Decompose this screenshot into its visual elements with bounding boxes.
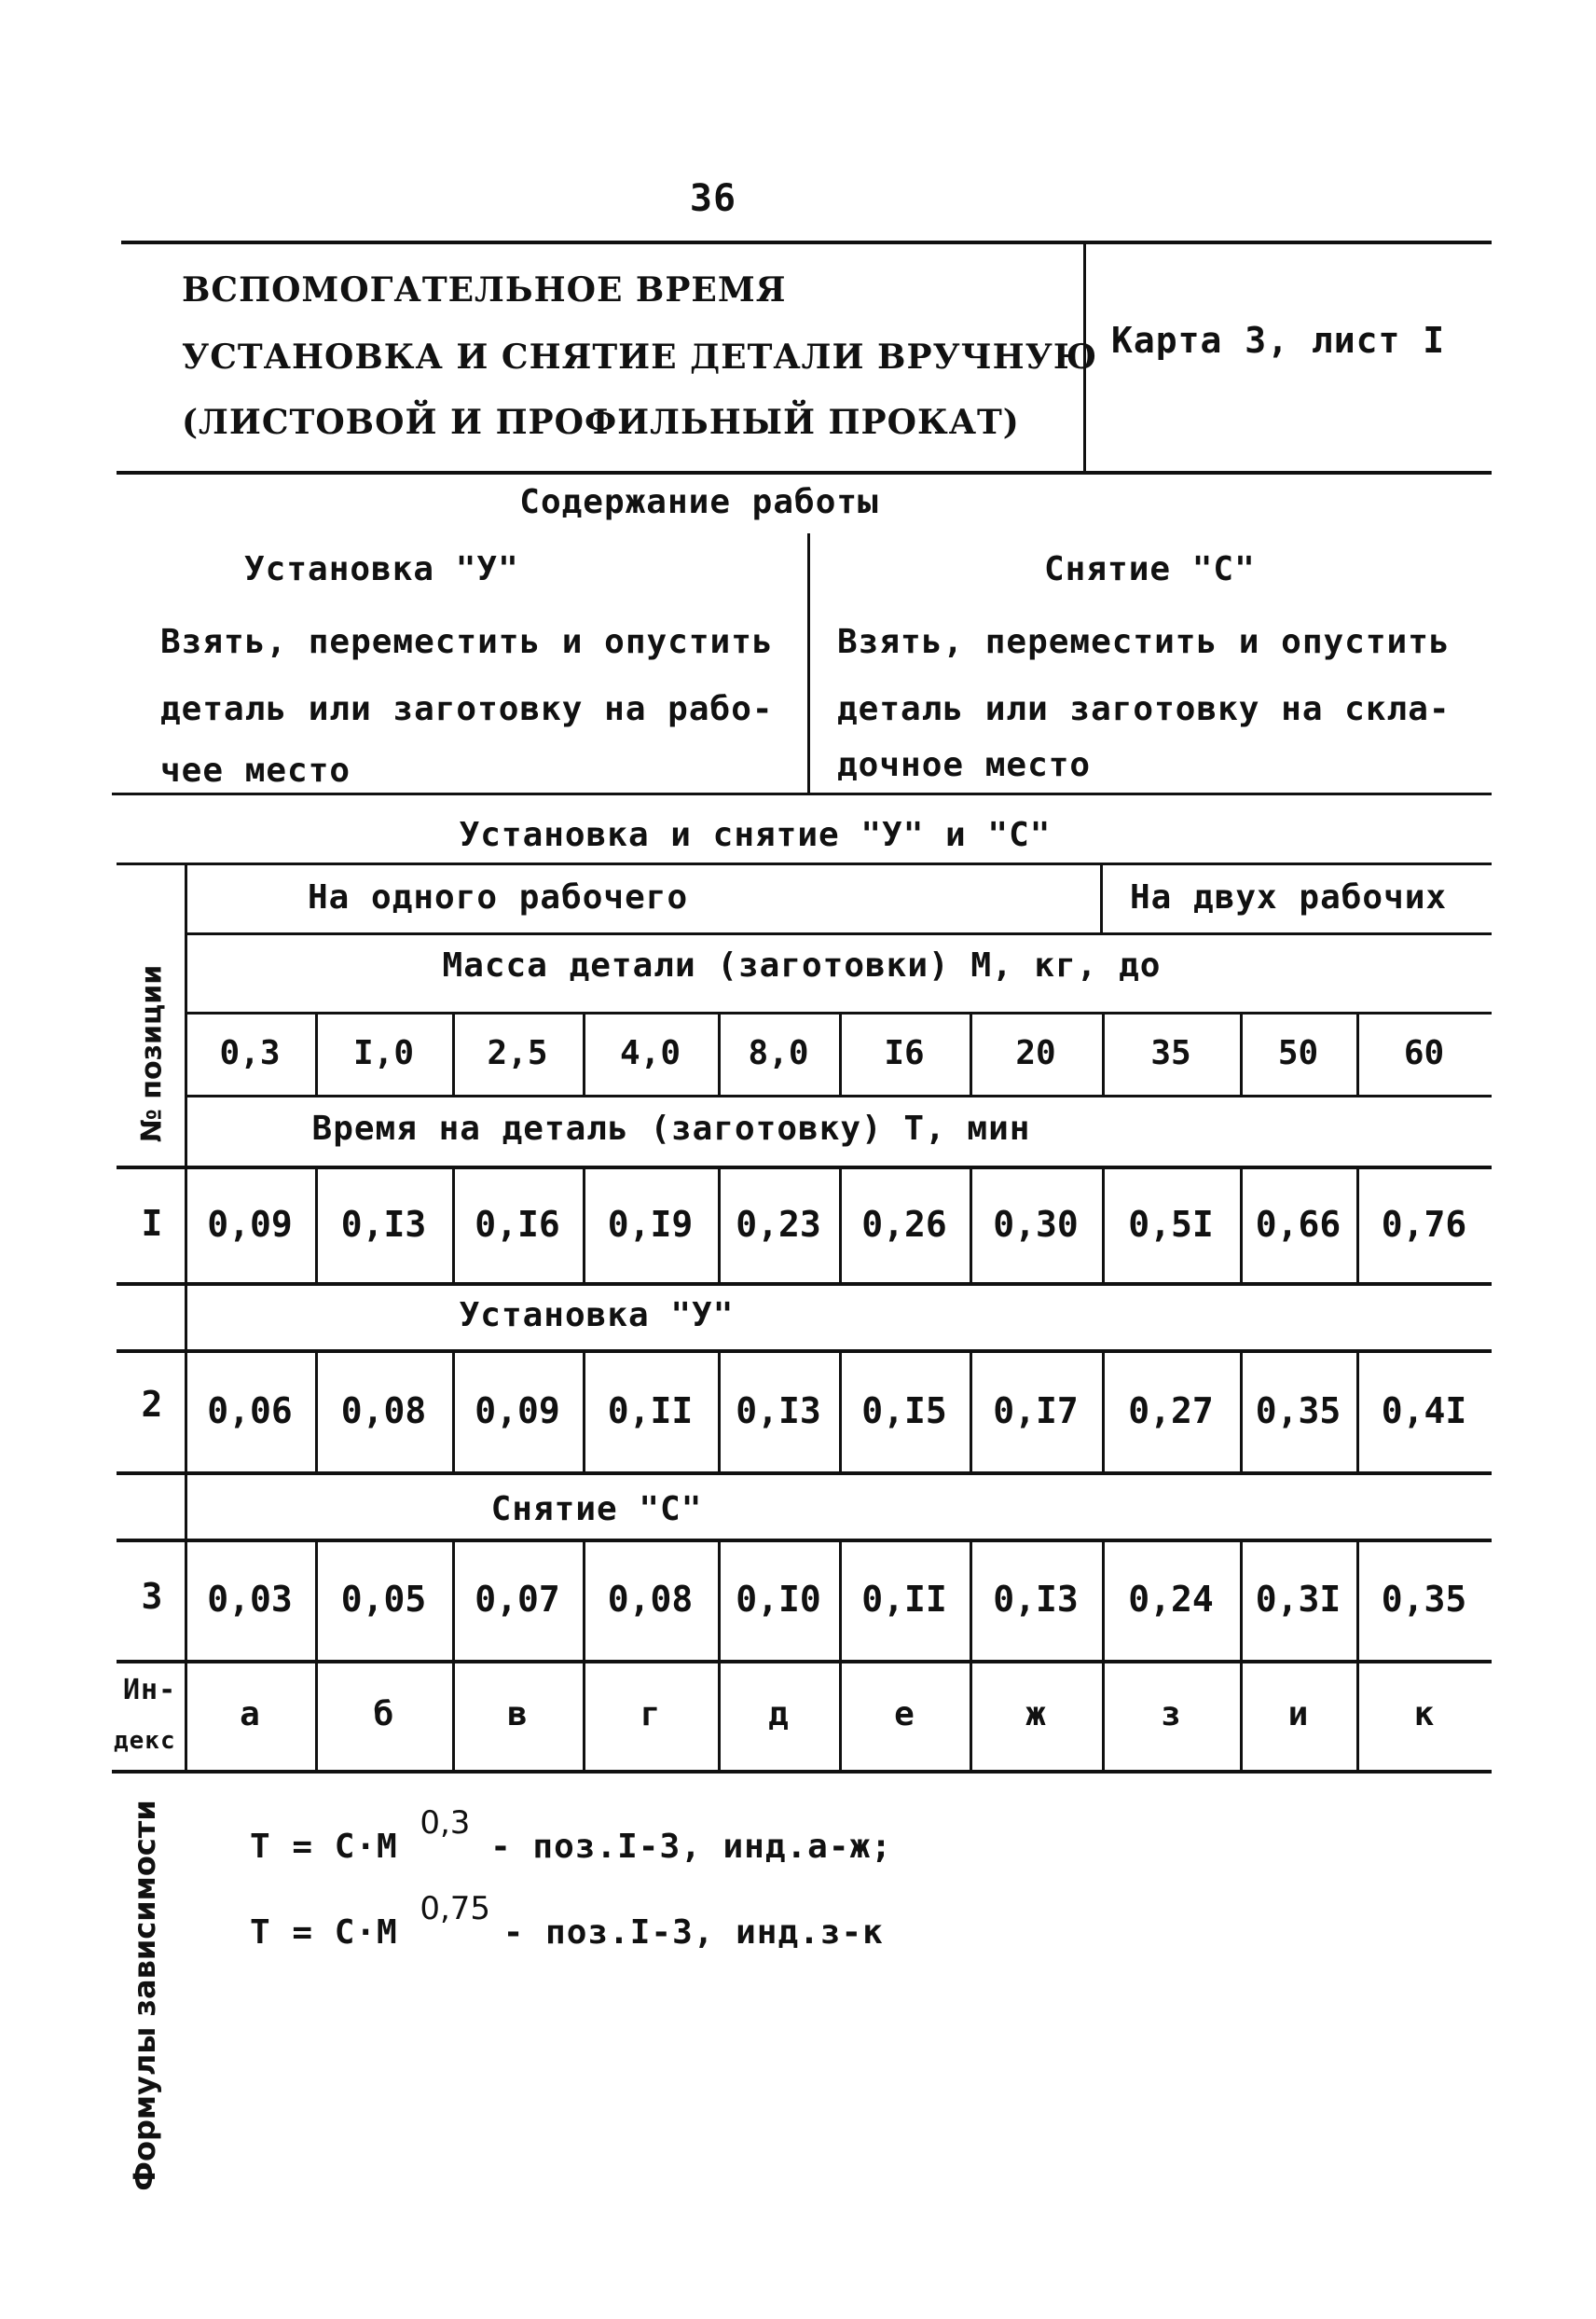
- row2-value-cell: 0,I3: [736, 1389, 821, 1431]
- index-value-cell: з: [1161, 1695, 1181, 1734]
- header-bottom-rule: [117, 471, 1492, 475]
- row3-value-divider: [1356, 1540, 1359, 1660]
- formula-2-tail: - поз.I-3, инд.з-к: [502, 1913, 884, 1952]
- formula-2: [250, 1890, 884, 1952]
- one-worker-label: На одного рабочего: [308, 878, 689, 917]
- formula-1: [250, 1804, 892, 1866]
- index-label-2: декс: [114, 1727, 176, 1755]
- mass-value-divider: [718, 1014, 721, 1095]
- index-value-divider: [1240, 1662, 1243, 1770]
- mass-value-cell: 2,5: [487, 1033, 548, 1072]
- mass-value-divider: [1102, 1014, 1105, 1095]
- mass-value-divider: [1240, 1014, 1243, 1095]
- row3-value-divider: [452, 1540, 455, 1660]
- row3-value-cell: 0,08: [607, 1579, 694, 1621]
- row2-value-divider: [452, 1351, 455, 1471]
- position-col-divider: [185, 863, 187, 1772]
- mass-value-cell: I,0: [352, 1033, 415, 1072]
- row3-value-divider: [718, 1540, 721, 1660]
- row1-value-divider: [718, 1167, 721, 1282]
- row3-value-cell: 0,07: [475, 1579, 560, 1621]
- install-section-bottom-rule: [117, 1349, 1492, 1353]
- index-value-cell: в: [507, 1695, 528, 1734]
- row1-value-divider: [839, 1167, 842, 1282]
- index-value-cell: д: [768, 1695, 789, 1734]
- workers-divider: [1100, 865, 1103, 932]
- row1-bottom-rule: [117, 1282, 1492, 1286]
- row3-value-cell: 0,05: [340, 1579, 427, 1621]
- row1-value-divider: [583, 1167, 585, 1282]
- time-header-bottom-rule: [117, 1166, 1492, 1169]
- row3-value-cell: 0,35: [1381, 1579, 1467, 1621]
- row2-value-cell: 0,I7: [993, 1389, 1079, 1431]
- row3-value-divider: [1240, 1540, 1243, 1660]
- section-title: Установка и снятие "У" и "С": [459, 816, 1052, 854]
- position-label: № позиции: [135, 964, 169, 1143]
- time-header: Время на деталь (заготовку) Т, мин: [311, 1110, 1031, 1148]
- row2-value-cell: 0,08: [340, 1389, 427, 1431]
- row3-value-cell: 0,I0: [736, 1579, 821, 1621]
- work-content-heading: Содержание работы: [519, 483, 879, 521]
- formula-1-exponent: 0,3: [420, 1804, 471, 1842]
- header-title-line-1: ВСПОМОГАТЕЛЬНОЕ ВРЕМЯ: [182, 270, 787, 310]
- remove-line-3: дочное место: [837, 746, 1092, 784]
- row2-value-cell: 0,06: [207, 1389, 293, 1431]
- index-value-cell: к: [1413, 1695, 1435, 1734]
- row2-value-divider: [718, 1351, 721, 1471]
- workers-bottom-rule: [185, 932, 1492, 935]
- row1-value-cell: 0,5I: [1128, 1203, 1214, 1245]
- install-line-2: деталь или заготовку на рабо-: [160, 690, 774, 728]
- install-line-1: Взять, переместить и опустить: [160, 623, 774, 661]
- install-line-3: чее место: [160, 752, 351, 790]
- row3-value-divider: [839, 1540, 842, 1660]
- remove-title: Снятие "С": [1044, 550, 1256, 588]
- row2-value-divider: [1356, 1351, 1359, 1471]
- table-bottom-rule: [112, 1770, 1492, 1774]
- row1-value-divider: [1356, 1167, 1359, 1282]
- row1-value-divider: [452, 1167, 455, 1282]
- mass-value-divider: [970, 1014, 972, 1095]
- row1-value-cell: 0,09: [207, 1203, 293, 1245]
- row2-value-divider: [315, 1351, 318, 1471]
- row1-position: I: [141, 1203, 163, 1244]
- install-title: Установка "У": [244, 550, 519, 588]
- row2-value-cell: 0,4I: [1381, 1389, 1467, 1431]
- mass-value-cell: 35: [1150, 1033, 1191, 1072]
- row3-value-cell: 0,3I: [1255, 1579, 1341, 1621]
- row1-value-divider: [1240, 1167, 1243, 1282]
- row1-value-cell: 0,76: [1381, 1203, 1467, 1245]
- mass-value-divider: [583, 1014, 585, 1095]
- two-workers-label: На двух рабочих: [1130, 878, 1448, 917]
- formula-2-main: Т = С·М: [250, 1913, 398, 1952]
- row2-value-divider: [1240, 1351, 1243, 1471]
- mass-value-cell: 8,0: [748, 1033, 809, 1072]
- formulas-side-label: Формулы зависимости: [127, 1800, 162, 2191]
- mass-value-cell: 4,0: [619, 1033, 681, 1072]
- row3-value-divider: [1102, 1540, 1105, 1660]
- row1-value-cell: 0,I3: [340, 1203, 427, 1245]
- header-title-line-3: (ЛИСТОВОЙ И ПРОФИЛЬНЫЙ ПРОКАТ): [182, 403, 1020, 442]
- page-number: 36: [689, 177, 737, 220]
- card-label: Карта 3, лист I: [1111, 320, 1446, 361]
- mass-header: Масса детали (заготовки) М, кг, до: [442, 946, 1162, 985]
- mass-row-bottom-rule: [185, 1095, 1492, 1097]
- index-value-cell: г: [640, 1695, 661, 1734]
- formula-1-tail: - поз.I-3, инд.а-ж;: [490, 1828, 892, 1866]
- row2-value-cell: 0,I5: [861, 1389, 947, 1431]
- row2-value-divider: [1102, 1351, 1105, 1471]
- row2-value-cell: 0,35: [1255, 1389, 1341, 1431]
- index-value-divider: [315, 1662, 318, 1770]
- index-value-cell: а: [240, 1695, 260, 1734]
- row1-value-divider: [970, 1167, 972, 1282]
- index-value-divider: [583, 1662, 585, 1770]
- work-content-bottom-rule: [112, 793, 1492, 795]
- row3-value-divider: [315, 1540, 318, 1660]
- formula-1-main: Т = С·М: [250, 1828, 398, 1866]
- remove-section-title: Снятие "С": [490, 1490, 703, 1528]
- mass-value-cell: 0,3: [219, 1033, 281, 1072]
- row2-value-cell: 0,09: [475, 1389, 560, 1431]
- header-top-rule: [121, 241, 1492, 244]
- row1-value-divider: [1102, 1167, 1105, 1282]
- header-title-line-2: УСТАНОВКА И СНЯТИЕ ДЕТАЛИ ВРУЧНУЮ: [182, 338, 1098, 377]
- index-value-divider: [839, 1662, 842, 1770]
- index-label-1: Ин-: [123, 1674, 177, 1706]
- mass-value-cell: 60: [1403, 1033, 1445, 1072]
- mass-value-divider: [315, 1014, 318, 1095]
- row1-value-cell: 0,66: [1255, 1203, 1341, 1245]
- remove-line-1: Взять, переместить и опустить: [837, 623, 1451, 661]
- row1-value-cell: 0,26: [861, 1203, 947, 1245]
- row3-position: 3: [141, 1576, 163, 1617]
- mass-value-divider: [452, 1014, 455, 1095]
- mass-value-divider: [1356, 1014, 1359, 1095]
- install-section-title: Установка "У": [459, 1296, 735, 1334]
- row2-value-divider: [970, 1351, 972, 1471]
- row1-value-cell: 0,I6: [475, 1203, 560, 1245]
- row1-value-divider: [315, 1167, 318, 1282]
- index-value-divider: [718, 1662, 721, 1770]
- mass-value-cell: I6: [884, 1033, 925, 1072]
- mass-value-cell: 50: [1277, 1033, 1319, 1072]
- row3-bottom-rule: [117, 1660, 1492, 1663]
- index-value-divider: [1102, 1662, 1105, 1770]
- mass-header-bottom-rule: [185, 1012, 1492, 1015]
- row3-value-cell: 0,II: [861, 1579, 947, 1621]
- index-value-divider: [1356, 1662, 1359, 1770]
- index-value-cell: б: [373, 1695, 394, 1734]
- index-value-divider: [970, 1662, 972, 1770]
- remove-section-bottom-rule: [117, 1539, 1492, 1542]
- index-value-cell: и: [1287, 1695, 1309, 1734]
- row2-value-divider: [583, 1351, 585, 1471]
- mass-value-divider: [839, 1014, 842, 1095]
- formula-2-exponent: 0,75: [420, 1890, 491, 1927]
- row1-value-cell: 0,I9: [607, 1203, 694, 1245]
- row2-value-cell: 0,27: [1128, 1389, 1214, 1431]
- row3-value-cell: 0,I3: [993, 1579, 1079, 1621]
- row3-value-cell: 0,24: [1128, 1579, 1214, 1621]
- row1-value-cell: 0,30: [993, 1203, 1079, 1245]
- row2-bottom-rule: [117, 1471, 1492, 1475]
- row2-value-divider: [839, 1351, 842, 1471]
- work-content-divider: [807, 533, 810, 794]
- row3-value-divider: [970, 1540, 972, 1660]
- index-value-cell: ж: [1025, 1695, 1046, 1734]
- remove-line-2: деталь или заготовку на скла-: [837, 690, 1451, 728]
- row3-value-divider: [583, 1540, 585, 1660]
- row2-position: 2: [141, 1384, 163, 1425]
- mass-value-cell: 20: [1015, 1033, 1056, 1072]
- index-value-divider: [452, 1662, 455, 1770]
- row2-value-cell: 0,II: [607, 1389, 694, 1431]
- row1-value-cell: 0,23: [736, 1203, 821, 1245]
- table-top-rule: [117, 863, 1492, 865]
- row3-value-cell: 0,03: [207, 1579, 293, 1621]
- index-value-cell: е: [894, 1695, 915, 1734]
